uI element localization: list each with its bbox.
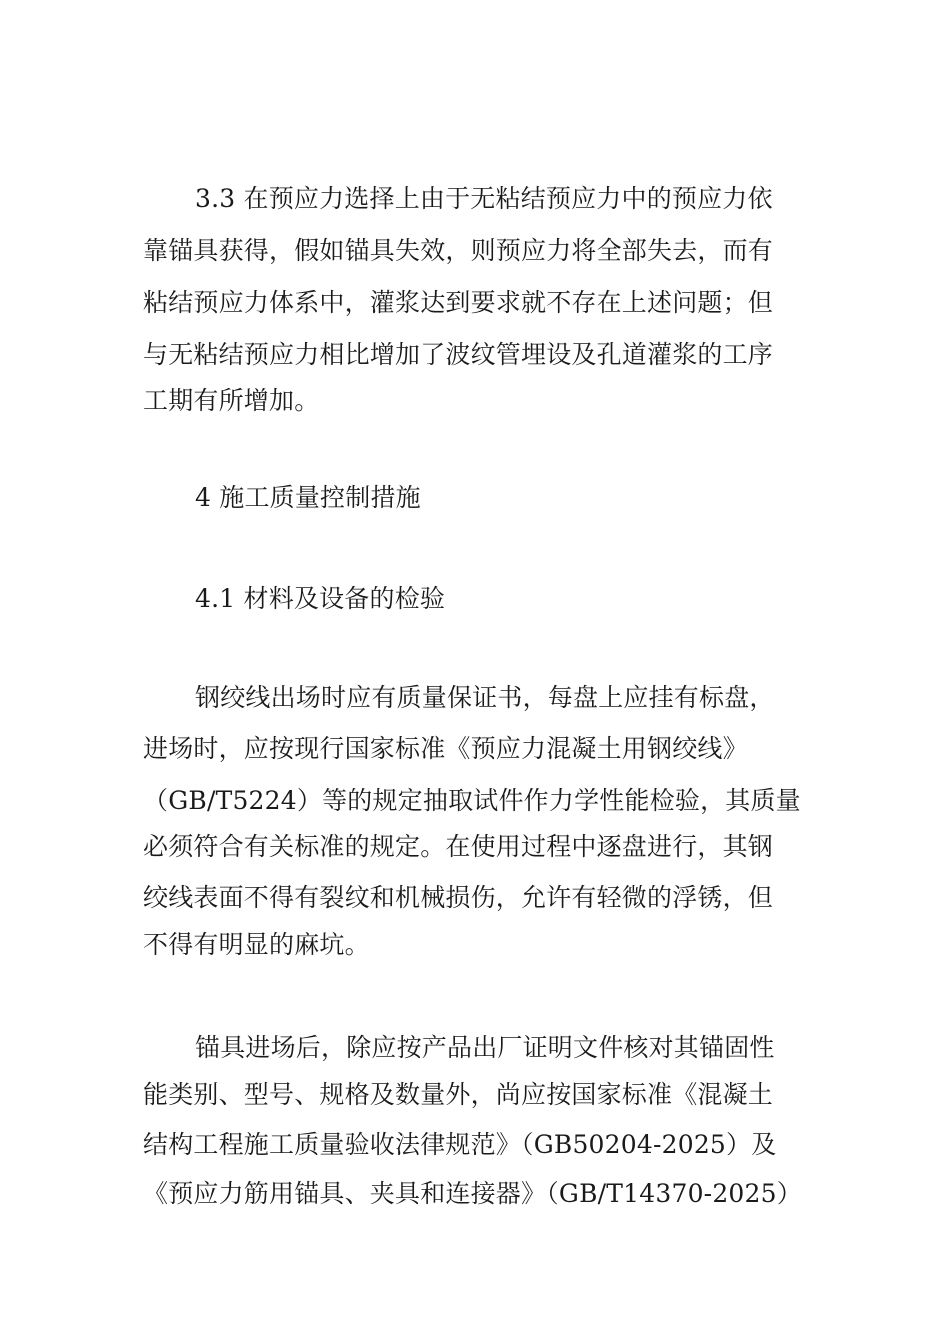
paragraph-3-3-line-1: 3.3 在预应力选择上由于无粘结预应力中的预应力依 [195, 184, 773, 213]
paragraph-anchor-line-1: 锚具进场后，除应按产品出厂证明文件核对其锚固性 [195, 1033, 775, 1062]
paragraph-strand-line-6: 不得有明显的麻坑。 [143, 930, 370, 959]
paragraph-3-3-line-4: 与无粘结预应力相比增加了波纹管埋设及孔道灌浆的工序 [143, 340, 774, 369]
paragraph-strand-line-2: 进场时，应按现行国家标准《预应力混凝土用钢绞线》 [143, 734, 748, 763]
paragraph-anchor-line-3: 结构工程施工质量验收法律规范》（GB50204-2025）及 [143, 1130, 777, 1159]
section-4-1-heading: 4.1 材料及设备的检验 [195, 584, 446, 613]
paragraph-3-3-line-2: 靠锚具获得，假如锚具失效，则预应力将全部失去，而有 [143, 236, 774, 265]
paragraph-strand-line-5: 绞线表面不得有裂纹和机械损伤，允许有轻微的浮锈，但 [143, 883, 774, 912]
paragraph-3-3-line-5: 工期有所增加。 [143, 386, 320, 415]
paragraph-3-3-line-3: 粘结预应力体系中，灌浆达到要求就不存在上述问题；但 [143, 288, 774, 317]
paragraph-strand-line-3: （GB/T5224）等的规定抽取试件作力学性能检验，其质量 [143, 786, 801, 815]
paragraph-anchor-line-4: 《预应力筋用锚具、夹具和连接器》（GB/T14370-2025） [143, 1179, 802, 1208]
paragraph-anchor-line-2: 能类别、型号、规格及数量外，尚应按国家标准《混凝土 [143, 1080, 774, 1109]
section-4-heading: 4 施工质量控制措施 [195, 483, 421, 512]
paragraph-strand-line-1: 钢绞线出场时应有质量保证书，每盘上应挂有标盘， [195, 683, 775, 712]
paragraph-strand-line-4: 必须符合有关标准的规定。在使用过程中逐盘进行，其钢 [143, 832, 774, 861]
